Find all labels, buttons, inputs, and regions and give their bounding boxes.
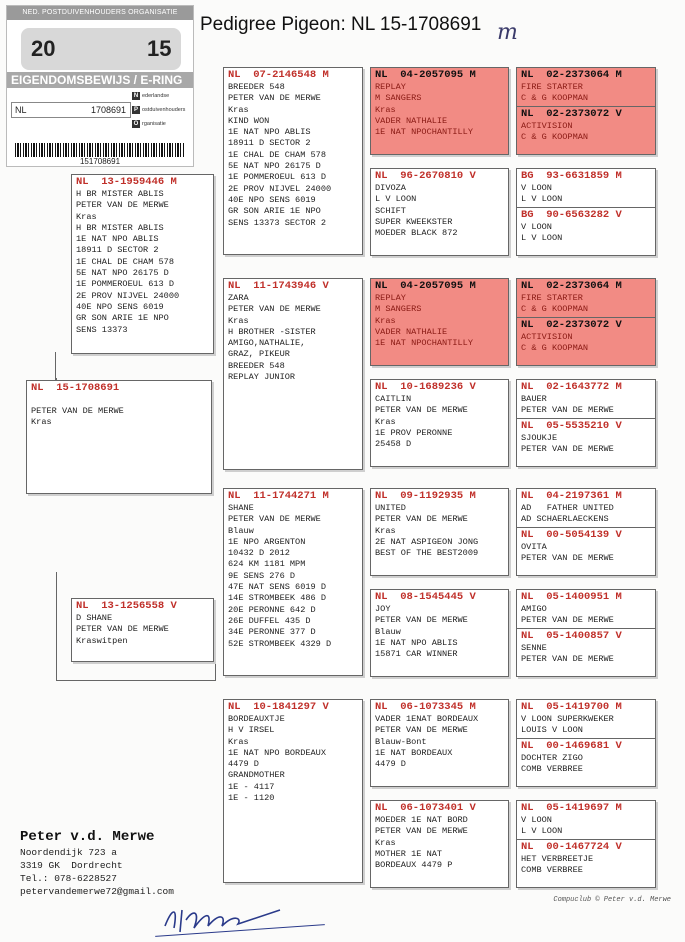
detail-line: REPLAY JUNIOR <box>228 372 296 383</box>
ring-number-header: NL 07-2146548 M <box>228 69 329 81</box>
detail-line: Kras <box>228 104 249 115</box>
ring-number-header: NL 04-2057095 M <box>375 280 476 292</box>
pigeon-details <box>517 82 655 105</box>
detail-line: 1E NAT NPO ABLIS <box>375 637 458 648</box>
pigeon-box-ddd <box>370 800 509 888</box>
detail-line: JOY <box>375 604 391 614</box>
detail-line: Blauw <box>228 525 254 536</box>
connector <box>56 572 57 680</box>
detail-line: 1E NAT NPOCHANTILLY <box>375 127 473 138</box>
pigeon-details <box>517 815 655 838</box>
detail-line: SUPER KWEEKSTER <box>375 216 453 227</box>
pigeon-box-subject <box>26 380 212 494</box>
pigeon-details <box>517 183 655 206</box>
pigeon-box-ssd <box>370 168 509 256</box>
owner-address-line: Noordendijk 723 a <box>20 847 117 858</box>
signature-scribble <box>160 902 290 942</box>
pigeon-pair-box <box>516 488 656 576</box>
detail-line: 40E NPO SENS 6019 <box>228 194 316 205</box>
ring-number-header: NL 05-1419697 M <box>521 802 622 814</box>
detail-line: 15871 CAR WINNER <box>375 649 458 660</box>
detail-line: 52E STROMBEEK 4329 D <box>228 638 332 649</box>
ring-number-header: NL 13-1959446 M <box>76 176 177 188</box>
detail-line: 1E - 4117 <box>228 781 275 792</box>
ring-number-header: NL 02-2373064 M <box>521 69 622 81</box>
detail-line: GR SON ARIE 1E NPO <box>228 206 321 217</box>
detail-line: 1E CHAL DE CHAM 578 <box>76 256 174 267</box>
legend-text: rganisatie <box>142 121 166 127</box>
ring-number-header: BG 90-6563282 V <box>517 207 655 222</box>
detail-line: ACTIVISION <box>521 331 573 342</box>
pigeon-details <box>224 714 362 804</box>
pigeon-box-sdd <box>370 379 509 467</box>
pigeon-details <box>371 604 508 660</box>
detail-line: V LOON <box>521 815 552 825</box>
pigeon-box-sire-sire <box>223 67 363 255</box>
pigeon-details <box>517 503 655 526</box>
ring-ownership-card <box>6 5 194 167</box>
pigeon-pair-box <box>516 278 656 366</box>
pigeon-details <box>224 503 362 650</box>
detail-line: M SANGERS <box>375 304 422 315</box>
pigeon-pair-box <box>516 67 656 155</box>
detail-line: PETER VAN DE MERWE <box>76 624 169 635</box>
ring-legend-2 <box>132 106 185 114</box>
detail-line: DOCHTER ZIGO <box>521 752 583 763</box>
detail-line: COMB VERBREE <box>521 763 583 774</box>
detail-line: FIRE STARTER <box>521 82 583 92</box>
detail-line: 1E POMMEROEUL 613 D <box>228 172 326 183</box>
ring-band-title: EIGENDOMSBEWIJS / E-RING <box>7 72 193 88</box>
detail-line: VADER NATHALIE <box>375 115 448 126</box>
detail-line: OVITA <box>521 541 547 552</box>
detail-line: BORDEAUX 4479 P <box>375 860 453 871</box>
detail-line: PETER VAN DE MERWE <box>521 653 614 664</box>
detail-line: 624 KM 1181 MPM <box>228 559 306 570</box>
detail-line: Blauw <box>375 626 401 637</box>
detail-line: VADER 1ENAT BORDEAUX <box>375 714 479 724</box>
detail-line: PETER VAN DE MERWE <box>375 615 468 626</box>
detail-line: SHANE <box>228 503 254 513</box>
detail-line <box>31 395 207 406</box>
detail-line: 4479 D <box>375 759 406 770</box>
detail-line: 1E NAT NPO BORDEAUX <box>228 747 326 758</box>
ring-legend-1 <box>132 92 169 100</box>
connector <box>56 680 216 681</box>
ring-year-left: 20 <box>31 36 56 61</box>
detail-line: UNITED <box>375 503 406 513</box>
handwritten-mark: m <box>497 20 518 45</box>
detail-line: 2E PROV NIJVEL 24000 <box>76 290 180 301</box>
detail-line: D SHANE <box>76 613 113 623</box>
ring-number-header: NL 05-1419700 M <box>521 701 622 713</box>
detail-line: PETER VAN DE MERWE <box>521 552 614 563</box>
detail-line: L V LOON <box>521 232 563 243</box>
detail-line: 40E NPO SENS 6019 <box>76 301 164 312</box>
pigeon-pair-box <box>516 379 656 467</box>
detail-line: SENS 13373 <box>76 324 128 335</box>
detail-line: H BR MISTER ABLIS <box>76 222 164 233</box>
detail-line: 5E NAT NPO 26175 D <box>228 161 321 172</box>
ring-barcode-number: 151708691 <box>79 157 121 166</box>
detail-line: GRAZ, PIKEUR <box>228 349 290 360</box>
pigeon-pair-box <box>516 800 656 888</box>
detail-line: REPLAY <box>375 293 406 303</box>
detail-line: PETER VAN DE MERWE <box>375 405 468 416</box>
pigeon-details <box>371 293 508 349</box>
owner-email: petervandemerwe72@gmail.com <box>20 886 174 897</box>
ring-number-header: NL 11-1743946 V <box>228 280 329 292</box>
detail-line: VADER NATHALIE <box>375 326 448 337</box>
pigeon-details <box>371 714 508 770</box>
detail-line: COMB VERBREE <box>521 864 583 875</box>
detail-line: Kras <box>375 416 396 427</box>
detail-line: ZARA <box>228 293 249 303</box>
detail-line: 1E NAT BORDEAUX <box>375 747 453 758</box>
detail-line: Kras <box>31 417 52 428</box>
detail-line: MOEDER 1E NAT BORD <box>375 815 468 825</box>
detail-line: C & G KOOPMAN <box>521 93 589 104</box>
pigeon-details <box>371 183 508 239</box>
pigeon-details <box>517 433 655 456</box>
ring-number-header: NL 05-5535210 V <box>517 418 655 433</box>
detail-line: Kras <box>76 211 97 222</box>
ring-barcode <box>15 143 185 157</box>
pigeon-details <box>517 222 655 245</box>
ring-number-header: NL 10-1689236 V <box>375 381 476 393</box>
legend-text: ostduivenhouders <box>142 107 186 113</box>
detail-line: PETER VAN DE MERWE <box>375 725 468 736</box>
ring-number-header: NL 00-1467724 V <box>517 839 655 854</box>
detail-line: LOUIS V LOON <box>521 725 583 736</box>
detail-line: Kras <box>228 736 249 747</box>
pigeon-box-dds <box>370 699 509 787</box>
detail-line: BEST OF THE BEST2009 <box>375 548 479 559</box>
detail-line: 1E NAT NPO ABLIS <box>76 234 159 245</box>
detail-line: 1E - 1120 <box>228 793 275 804</box>
pigeon-box-dsd <box>370 589 509 677</box>
pigeon-box-sire-dam <box>223 278 363 470</box>
detail-line: 4479 D <box>228 759 259 770</box>
owner-name: Peter v.d. Merwe <box>20 829 155 845</box>
owner-block <box>20 828 174 898</box>
detail-line: H V IRSEL <box>228 725 275 736</box>
pigeon-pair-box <box>516 589 656 677</box>
pigeon-details <box>224 293 362 383</box>
footer-credit: Compuclub © Peter v.d. Merwe <box>553 896 671 904</box>
detail-line: PETER VAN DE MERWE <box>375 514 468 525</box>
connector <box>215 660 216 681</box>
detail-line: V LOON <box>521 183 552 193</box>
ring-number-header: NL 96-2670810 V <box>375 170 476 182</box>
detail-line: ACTIVISION <box>521 120 573 131</box>
detail-line: H BR MISTER ABLIS <box>76 189 164 199</box>
ring-number-header: NL 00-1469681 V <box>517 738 655 753</box>
ring-number-header: NL 04-2197361 M <box>521 490 622 502</box>
detail-line: C & G KOOPMAN <box>521 304 589 315</box>
detail-line: BORDEAUXTJE <box>228 714 285 724</box>
detail-line: 1E PROV PERONNE <box>375 427 453 438</box>
detail-line: PETER VAN DE MERWE <box>228 304 321 315</box>
connector <box>55 352 56 380</box>
detail-line: AMIGO <box>521 604 547 614</box>
detail-line: Kraswitpen <box>76 635 128 646</box>
ring-number-header: NL 09-1192935 M <box>375 490 476 502</box>
detail-line: BREEDER 548 <box>228 82 285 92</box>
ring-number-header: NL 05-1400951 M <box>521 591 622 603</box>
pigeon-box-sds <box>370 278 509 366</box>
pigeon-details <box>517 643 655 666</box>
detail-line: L V LOON <box>521 826 563 837</box>
detail-line: 1E NAT NPOCHANTILLY <box>375 338 473 349</box>
pigeon-details <box>517 293 655 316</box>
detail-line: 25458 D <box>375 439 412 450</box>
ring-country: NL <box>15 105 27 115</box>
legend-text: ederlandse <box>142 93 170 99</box>
detail-line: SENS 13373 SECTOR 2 <box>228 217 326 228</box>
pigeon-details <box>517 854 655 877</box>
pigeon-details <box>371 394 508 450</box>
ring-number: 1708691 <box>90 105 126 115</box>
detail-line: PETER VAN DE MERWE <box>228 514 321 525</box>
legend-letter: P <box>133 107 138 113</box>
detail-line: PETER VAN DE MERWE <box>521 443 614 454</box>
detail-line: Kras <box>375 837 396 848</box>
pigeon-details <box>517 714 655 737</box>
detail-line: H BROTHER -SISTER <box>228 326 316 337</box>
detail-line: C & G KOOPMAN <box>521 342 589 353</box>
pigeon-details <box>72 613 213 647</box>
detail-line: GRANDMOTHER <box>228 770 285 781</box>
detail-line: V LOON SUPERKWEKER <box>521 714 614 724</box>
pigeon-details <box>517 332 655 355</box>
pigeon-details <box>371 815 508 871</box>
detail-line: PETER VAN DE MERWE <box>521 405 614 416</box>
detail-line: 47E NAT SENS 6019 D <box>228 582 326 593</box>
ring-year-right: 15 <box>147 36 172 61</box>
detail-line: AD SCHAERLAECKENS <box>521 514 609 525</box>
ring-org-name: NED. POSTDUIVENHOUDERS ORGANISATIE <box>7 6 193 20</box>
detail-line: 5E NAT NPO 26175 D <box>76 268 169 279</box>
detail-line: 18911 D SECTOR 2 <box>228 138 311 149</box>
detail-line: SENNE <box>521 642 547 653</box>
detail-line: M SANGERS <box>375 93 422 104</box>
detail-line: Kras <box>375 104 396 115</box>
detail-line: 26E DUFFEL 435 D <box>228 615 311 626</box>
detail-line: 10432 D 2012 <box>228 548 290 559</box>
detail-line: KIND WON <box>228 115 270 126</box>
detail-line: BREEDER 548 <box>228 360 285 371</box>
ring-number-header: NL 06-1073401 V <box>375 802 476 814</box>
detail-line: 1E NPO ARGENTON <box>228 536 306 547</box>
pigeon-details <box>517 394 655 417</box>
ring-number-header: NL 02-2373072 V <box>517 317 655 332</box>
detail-line: PETER VAN DE MERWE <box>76 200 169 211</box>
owner-address-line: 3319 GK Dordrecht <box>20 860 123 871</box>
pigeon-pair-box <box>516 168 656 256</box>
pigeon-details <box>224 82 362 229</box>
detail-line: PETER VAN DE MERWE <box>375 826 468 837</box>
detail-line: PETER VAN DE MERWE <box>31 406 124 416</box>
page-title: Pedigree Pigeon: NL 15-1708691 <box>200 14 482 35</box>
detail-line: Kras <box>228 315 249 326</box>
ring-number-header: NL 11-1744271 M <box>228 490 329 502</box>
ring-number-header: NL 02-2373072 V <box>517 106 655 121</box>
detail-line: 1E CHAL DE CHAM 578 <box>228 149 326 160</box>
detail-line: MOTHER 1E NAT <box>375 848 443 859</box>
ring-number-header: NL 15-1708691 <box>31 382 120 394</box>
pigeon-details <box>371 82 508 138</box>
detail-line: REPLAY <box>375 82 406 92</box>
owner-phone: Tel.: 078-6228527 <box>20 873 117 884</box>
detail-line: 1E NAT NPO ABLIS <box>228 127 311 138</box>
detail-line: 1E POMMEROEUL 613 D <box>76 279 174 290</box>
ring-number-header: NL 02-2373064 M <box>521 280 622 292</box>
pigeon-details <box>371 503 508 559</box>
pigeon-box-dam <box>71 598 214 662</box>
detail-line: 9E SENS 276 D <box>228 570 296 581</box>
ring-number-header: NL 10-1841297 V <box>228 701 329 713</box>
pigeon-box-sire <box>71 174 214 354</box>
ring-number-header: NL 13-1256558 V <box>76 600 177 612</box>
detail-line: PETER VAN DE MERWE <box>228 93 321 104</box>
detail-line: GR SON ARIE 1E NPO <box>76 313 169 324</box>
ring-number-header: NL 05-1400857 V <box>517 628 655 643</box>
detail-line: 2E NAT ASPIGEON JONG <box>375 536 479 547</box>
detail-line: AMIGO,NATHALIE, <box>228 338 306 349</box>
pigeon-details <box>72 189 213 336</box>
detail-line: PETER VAN DE MERWE <box>521 615 614 626</box>
detail-line: SJOUKJE <box>521 432 558 443</box>
detail-line: C & G KOOPMAN <box>521 131 589 142</box>
ring-number-field <box>11 102 131 118</box>
legend-letter: N <box>133 93 139 99</box>
ring-number-header: NL 08-1545445 V <box>375 591 476 603</box>
detail-line: V LOON <box>521 221 552 232</box>
detail-line: BAUER <box>521 394 547 404</box>
ring-number-header: NL 00-5054139 V <box>517 527 655 542</box>
detail-line: AD FATHER UNITED <box>521 503 614 513</box>
detail-line: Kras <box>375 525 396 536</box>
ring-number-header: BG 93-6631859 M <box>521 170 622 182</box>
legend-letter: O <box>133 121 139 127</box>
detail-line: FIRE STARTER <box>521 293 583 303</box>
pigeon-details <box>27 395 211 429</box>
detail-line: HET VERBREETJE <box>521 853 594 864</box>
detail-line: Blauw-Bont <box>375 736 427 747</box>
ring-legend-3 <box>132 120 166 128</box>
detail-line: Kras <box>375 315 396 326</box>
detail-line: L V LOON <box>521 194 563 205</box>
pigeon-pair-box <box>516 699 656 787</box>
pigeon-details <box>517 542 655 565</box>
pigeon-box-dss <box>370 488 509 576</box>
pigeon-box-dam-sire <box>223 488 363 676</box>
detail-line: 20E PERONNE 642 D <box>228 604 316 615</box>
pigeon-details <box>517 753 655 776</box>
pigeon-details <box>517 121 655 144</box>
detail-line: L V LOON <box>375 194 417 205</box>
detail-line: 34E PERONNE 377 D <box>228 627 316 638</box>
ring-number-header: NL 02-1643772 M <box>521 381 622 393</box>
detail-line: CAITLIN <box>375 394 412 404</box>
detail-line: SCHIFT <box>375 205 406 216</box>
ring-number-header: NL 04-2057095 M <box>375 69 476 81</box>
pigeon-box-sss <box>370 67 509 155</box>
detail-line: 18911 D SECTOR 2 <box>76 245 159 256</box>
pigeon-box-dam-dam <box>223 699 363 883</box>
detail-line: DIVOZA <box>375 183 406 193</box>
detail-line: 2E PROV NIJVEL 24000 <box>228 183 332 194</box>
pigeon-details <box>517 604 655 627</box>
ring-number-header: NL 06-1073345 M <box>375 701 476 713</box>
detail-line: MOEDER BLACK 872 <box>375 228 458 239</box>
detail-line: 14E STROMBEEK 486 D <box>228 593 326 604</box>
